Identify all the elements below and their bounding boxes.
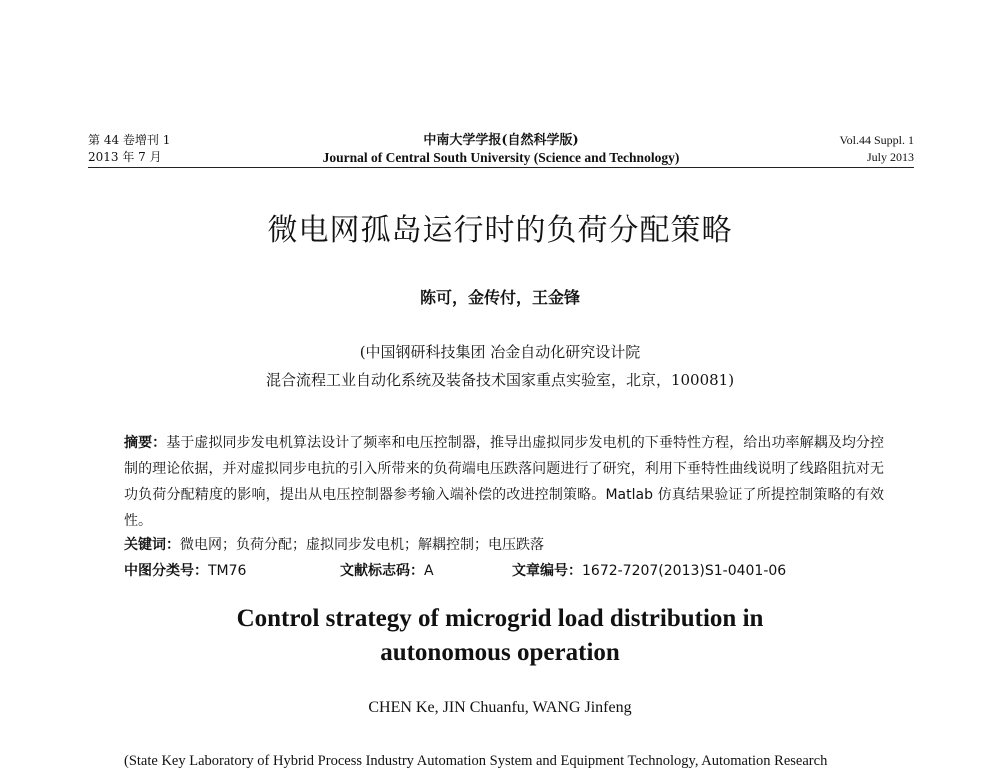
- keywords-label: 关键词：: [124, 537, 180, 553]
- keywords-text: 微电网；负荷分配；虚拟同步发电机；解耦控制；电压跌落: [180, 537, 544, 553]
- header-rule: [88, 167, 914, 168]
- affiliation-en: (State Key Laboratory of Hybrid Process Industry Automation System and Equipment Technology, Automation Research: [124, 753, 828, 769]
- doc-value: A: [424, 563, 434, 579]
- doc-label: 文献标志码：: [340, 563, 424, 579]
- issue-date-en: July 2013: [866, 150, 914, 164]
- issue-date-cn: 2013 年 7 月: [88, 150, 162, 164]
- keywords: [124, 532, 884, 558]
- article-value: 1672-7207(2013)S1-0401-06: [582, 563, 787, 579]
- article-number: [512, 558, 786, 584]
- issue-info-en: [840, 132, 914, 166]
- paper-title-cn: 微电网孤岛运行时的负荷分配策略: [267, 213, 733, 248]
- clc-label: 中图分类号：: [124, 563, 208, 579]
- journal-header: [88, 130, 914, 170]
- clc-code: [124, 558, 246, 584]
- journal-name-en: Journal of Central South University (Science and Technology): [322, 150, 680, 165]
- affiliation-cn-line1: (中国钢研科技集团 冶金自动化研究设计院: [359, 343, 641, 361]
- affiliation-cn: [0, 338, 1000, 394]
- affiliation-cn-line2: 混合流程工业自动化系统及装备技术国家重点实验室，北京，100081): [265, 371, 735, 389]
- volume-suppl: Vol.44 Suppl. 1: [839, 133, 914, 147]
- classification-line: [124, 558, 884, 584]
- authors-cn: 陈可，金传付，王金锋: [419, 288, 580, 307]
- clc-value: TM76: [208, 563, 247, 579]
- abstract-text: 基于虚拟同步发电机算法设计了频率和电压控制器，推导出虚拟同步发电机的下垂特性方程，给出功率解耦及均分控制的理论依据，并对虚拟同步电抗的引入所带来的负荷端电压跌落问题进行了研究，利用下垂特性曲线说明了线路阻抗对无功负荷分配精度的影响，提出从电压控制器参考输入端补偿的改进控制策略。Matlab 仿真结果验证了所提控制策略的有效性。: [124, 435, 885, 529]
- article-label: 文章编号：: [512, 563, 582, 579]
- journal-name-cn: 中南大学学报(自然科学版): [423, 133, 579, 148]
- paper-title-en: [0, 602, 1000, 670]
- journal-name: [88, 132, 914, 166]
- paper-title-en-line2: autonomous operation: [380, 639, 620, 666]
- authors-en: CHEN Ke, JIN Chuanfu, WANG Jinfeng: [368, 699, 632, 716]
- abstract-label: 摘要：: [124, 435, 167, 451]
- doc-code: [340, 558, 434, 584]
- paper-title-en-line1: Control strategy of microgrid load distribution in: [236, 605, 764, 632]
- volume-issue: 第 44 卷增刊 1: [88, 133, 171, 147]
- abstract-cn: [124, 430, 884, 534]
